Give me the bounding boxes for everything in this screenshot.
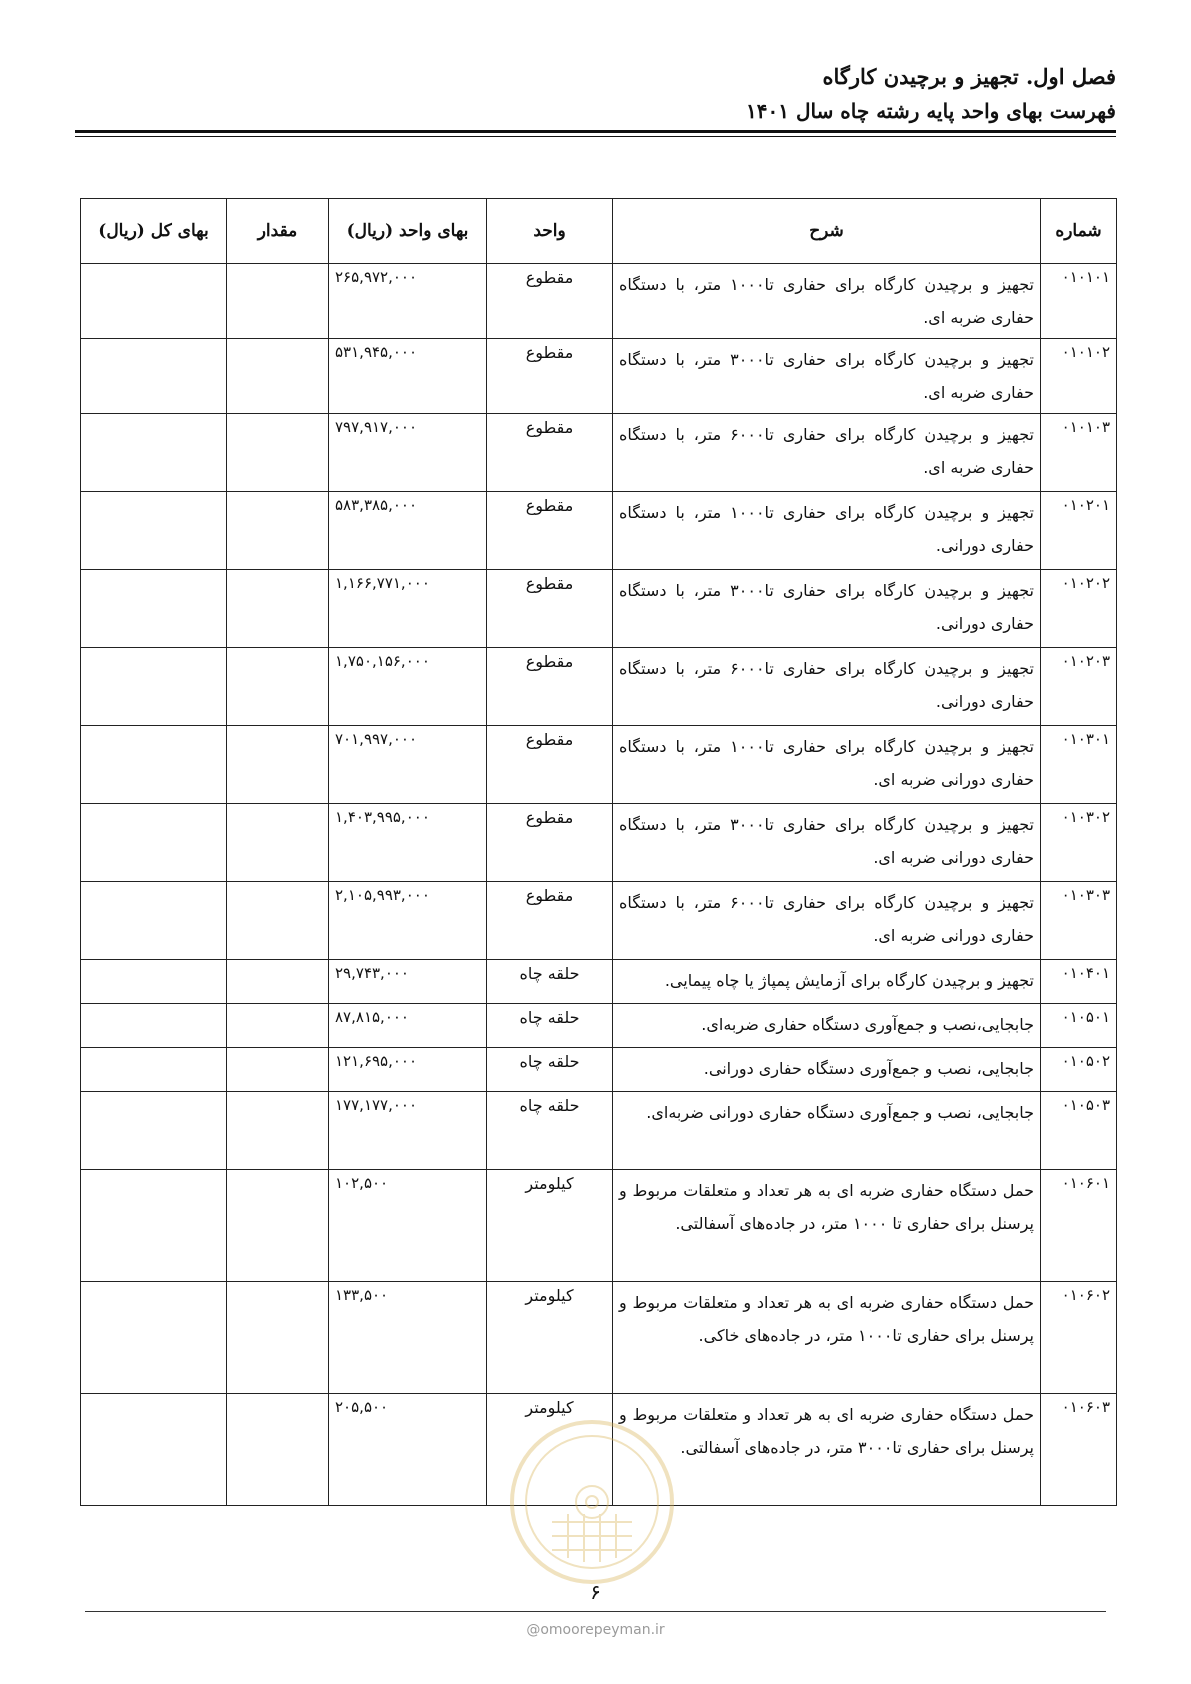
table-row bbox=[81, 1048, 1117, 1092]
row-description: جابجایی، نصب و جمع‌آوری دستگاه حفاری دورانی ضربه‌ای. bbox=[613, 1092, 1041, 1170]
column-header-code: شماره bbox=[1041, 199, 1117, 264]
row-total bbox=[81, 804, 227, 882]
table-row bbox=[81, 882, 1117, 960]
row-code: ۰۱۰۲۰۳ bbox=[1041, 648, 1117, 726]
row-description: جابجایی، نصب و جمع‌آوری دستگاه حفاری دورانی. bbox=[613, 1048, 1041, 1092]
row-code: ۰۱۰۱۰۳ bbox=[1041, 414, 1117, 492]
row-description: تجهیز و برچیدن کارگاه برای حفاری تا۳۰۰۰ متر، با دستگاه حفاری دورانی. bbox=[613, 570, 1041, 648]
row-unit: مقطوع bbox=[487, 339, 613, 414]
header-rule-thin bbox=[75, 136, 1116, 137]
row-code: ۰۱۰۳۰۳ bbox=[1041, 882, 1117, 960]
row-quantity bbox=[227, 339, 329, 414]
row-total bbox=[81, 264, 227, 339]
row-unit-price: ۲۰۵,۵۰۰ bbox=[329, 1394, 487, 1506]
row-total bbox=[81, 1004, 227, 1048]
row-code: ۰۱۰۴۰۱ bbox=[1041, 960, 1117, 1004]
row-quantity bbox=[227, 414, 329, 492]
row-code: ۰۱۰۲۰۱ bbox=[1041, 492, 1117, 570]
price-table bbox=[80, 198, 1117, 1506]
row-unit-price: ۵۳۱,۹۴۵,۰۰۰ bbox=[329, 339, 487, 414]
table-header-row bbox=[81, 199, 1117, 264]
table-row bbox=[81, 339, 1117, 414]
row-code: ۰۱۰۲۰۲ bbox=[1041, 570, 1117, 648]
column-header-total: بهای کل (ریال) bbox=[81, 199, 227, 264]
row-description: تجهیز و برچیدن کارگاه برای حفاری تا۳۰۰۰ متر، با دستگاه حفاری ضربه ای. bbox=[613, 339, 1041, 414]
row-code: ۰۱۰۵۰۳ bbox=[1041, 1092, 1117, 1170]
row-code: ۰۱۰۱۰۱ bbox=[1041, 264, 1117, 339]
row-unit-price: ۵۸۳,۳۸۵,۰۰۰ bbox=[329, 492, 487, 570]
row-unit: مقطوع bbox=[487, 726, 613, 804]
table-row bbox=[81, 804, 1117, 882]
column-header-unit: واحد bbox=[487, 199, 613, 264]
row-quantity bbox=[227, 1004, 329, 1048]
row-description: حمل دستگاه حفاری ضربه ای به هر تعداد و متعلقات مربوط و پرسنل برای حفاری تا۱۰۰۰ متر، در جاده‌های خاکی. bbox=[613, 1282, 1041, 1394]
row-unit: مقطوع bbox=[487, 492, 613, 570]
row-unit: مقطوع bbox=[487, 882, 613, 960]
row-total bbox=[81, 492, 227, 570]
row-description: حمل دستگاه حفاری ضربه ای به هر تعداد و متعلقات مربوط و پرسنل برای حفاری تا ۱۰۰۰ متر، در جاده‌های آسفالتی. bbox=[613, 1170, 1041, 1282]
list-title: فهرست بهای واحد پایه رشته چاه سال ۱۴۰۱ bbox=[746, 99, 1116, 123]
row-description: تجهیز و برچیدن کارگاه برای حفاری تا۱۰۰۰ متر، با دستگاه حفاری ضربه ای. bbox=[613, 264, 1041, 339]
header-rule-thick bbox=[75, 130, 1116, 133]
row-unit: مقطوع bbox=[487, 570, 613, 648]
table-row bbox=[81, 1170, 1117, 1282]
table-row bbox=[81, 1004, 1117, 1048]
row-description: تجهیز و برچیدن کارگاه برای حفاری تا۱۰۰۰ متر، با دستگاه حفاری دورانی. bbox=[613, 492, 1041, 570]
column-header-description: شرح bbox=[613, 199, 1041, 264]
row-total bbox=[81, 726, 227, 804]
row-unit-price: ۱,۱۶۶,۷۷۱,۰۰۰ bbox=[329, 570, 487, 648]
row-total bbox=[81, 339, 227, 414]
table-body bbox=[81, 264, 1117, 1506]
row-total bbox=[81, 1092, 227, 1170]
table-row bbox=[81, 726, 1117, 804]
row-total bbox=[81, 960, 227, 1004]
table-row bbox=[81, 960, 1117, 1004]
column-header-quantity: مقدار bbox=[227, 199, 329, 264]
row-unit: حلقه چاه bbox=[487, 1048, 613, 1092]
row-unit: کیلومتر bbox=[487, 1170, 613, 1282]
row-description: حمل دستگاه حفاری ضربه ای به هر تعداد و متعلقات مربوط و پرسنل برای حفاری تا۳۰۰۰ متر، در جاده‌های آسفالتی. bbox=[613, 1394, 1041, 1506]
row-code: ۰۱۰۶۰۳ bbox=[1041, 1394, 1117, 1506]
table-row bbox=[81, 1394, 1117, 1506]
row-description: تجهیز و برچیدن کارگاه برای حفاری تا۶۰۰۰ متر، با دستگاه حفاری دورانی ضربه ای. bbox=[613, 882, 1041, 960]
row-unit-price: ۱۲۱,۶۹۵,۰۰۰ bbox=[329, 1048, 487, 1092]
row-code: ۰۱۰۳۰۲ bbox=[1041, 804, 1117, 882]
row-unit: مقطوع bbox=[487, 804, 613, 882]
row-unit: حلقه چاه bbox=[487, 1004, 613, 1048]
row-unit: کیلومتر bbox=[487, 1282, 613, 1394]
watermark-site: @omoorepeyman.ir bbox=[526, 1622, 665, 1638]
row-unit-price: ۸۷,۸۱۵,۰۰۰ bbox=[329, 1004, 487, 1048]
row-quantity bbox=[227, 1170, 329, 1282]
table-row bbox=[81, 648, 1117, 726]
row-quantity bbox=[227, 1394, 329, 1506]
table-row bbox=[81, 264, 1117, 339]
row-quantity bbox=[227, 1092, 329, 1170]
row-unit-price: ۷۰۱,۹۹۷,۰۰۰ bbox=[329, 726, 487, 804]
row-quantity bbox=[227, 264, 329, 339]
row-unit: حلقه چاه bbox=[487, 960, 613, 1004]
row-unit: کیلومتر bbox=[487, 1394, 613, 1506]
row-unit-price: ۱۳۳,۵۰۰ bbox=[329, 1282, 487, 1394]
row-total bbox=[81, 882, 227, 960]
row-quantity bbox=[227, 1282, 329, 1394]
row-total bbox=[81, 648, 227, 726]
row-unit: مقطوع bbox=[487, 648, 613, 726]
page-number: ۶ bbox=[590, 1580, 601, 1604]
row-total bbox=[81, 1048, 227, 1092]
row-code: ۰۱۰۶۰۱ bbox=[1041, 1170, 1117, 1282]
page-header bbox=[75, 60, 1116, 128]
row-description: تجهیز و برچیدن کارگاه برای حفاری تا۱۰۰۰ متر، با دستگاه حفاری دورانی ضربه ای. bbox=[613, 726, 1041, 804]
row-code: ۰۱۰۱۰۲ bbox=[1041, 339, 1117, 414]
row-quantity bbox=[227, 648, 329, 726]
row-description: تجهیز و برچیدن کارگاه برای حفاری تا۳۰۰۰ متر، با دستگاه حفاری دورانی ضربه ای. bbox=[613, 804, 1041, 882]
row-unit-price: ۲۹,۷۴۳,۰۰۰ bbox=[329, 960, 487, 1004]
row-description: تجهیز و برچیدن کارگاه برای آزمایش پمپاژ یا چاه پیمایی. bbox=[613, 960, 1041, 1004]
row-total bbox=[81, 414, 227, 492]
row-unit-price: ۲۶۵,۹۷۲,۰۰۰ bbox=[329, 264, 487, 339]
row-quantity bbox=[227, 1048, 329, 1092]
row-quantity bbox=[227, 570, 329, 648]
row-description: تجهیز و برچیدن کارگاه برای حفاری تا۶۰۰۰ متر، با دستگاه حفاری ضربه ای. bbox=[613, 414, 1041, 492]
row-unit-price: ۱,۷۵۰,۱۵۶,۰۰۰ bbox=[329, 648, 487, 726]
row-total bbox=[81, 1282, 227, 1394]
row-quantity bbox=[227, 492, 329, 570]
row-total bbox=[81, 1394, 227, 1506]
row-total bbox=[81, 570, 227, 648]
table-row bbox=[81, 492, 1117, 570]
row-quantity bbox=[227, 726, 329, 804]
row-unit: حلقه چاه bbox=[487, 1092, 613, 1170]
column-header-unit-price: بهای واحد (ریال) bbox=[329, 199, 487, 264]
row-code: ۰۱۰۵۰۱ bbox=[1041, 1004, 1117, 1048]
row-unit-price: ۱۷۷,۱۷۷,۰۰۰ bbox=[329, 1092, 487, 1170]
table-row bbox=[81, 1282, 1117, 1394]
row-total bbox=[81, 1170, 227, 1282]
table-row bbox=[81, 570, 1117, 648]
row-description: تجهیز و برچیدن کارگاه برای حفاری تا۶۰۰۰ متر، با دستگاه حفاری دورانی. bbox=[613, 648, 1041, 726]
row-code: ۰۱۰۳۰۱ bbox=[1041, 726, 1117, 804]
row-quantity bbox=[227, 960, 329, 1004]
row-description: جابجایی،نصب و جمع‌آوری دستگاه حفاری ضربه‌ای. bbox=[613, 1004, 1041, 1048]
row-unit-price: ۱,۴۰۳,۹۹۵,۰۰۰ bbox=[329, 804, 487, 882]
row-unit-price: ۱۰۲,۵۰۰ bbox=[329, 1170, 487, 1282]
table-row bbox=[81, 414, 1117, 492]
row-unit-price: ۷۹۷,۹۱۷,۰۰۰ bbox=[329, 414, 487, 492]
chapter-title: فصل اول. تجهیز و برچیدن کارگاه bbox=[822, 64, 1116, 89]
row-code: ۰۱۰۵۰۲ bbox=[1041, 1048, 1117, 1092]
row-code: ۰۱۰۶۰۲ bbox=[1041, 1282, 1117, 1394]
table-row bbox=[81, 1092, 1117, 1170]
row-quantity bbox=[227, 882, 329, 960]
row-unit: مقطوع bbox=[487, 264, 613, 339]
row-quantity bbox=[227, 804, 329, 882]
footer-rule bbox=[85, 1611, 1106, 1612]
row-unit: مقطوع bbox=[487, 414, 613, 492]
row-unit-price: ۲,۱۰۵,۹۹۳,۰۰۰ bbox=[329, 882, 487, 960]
